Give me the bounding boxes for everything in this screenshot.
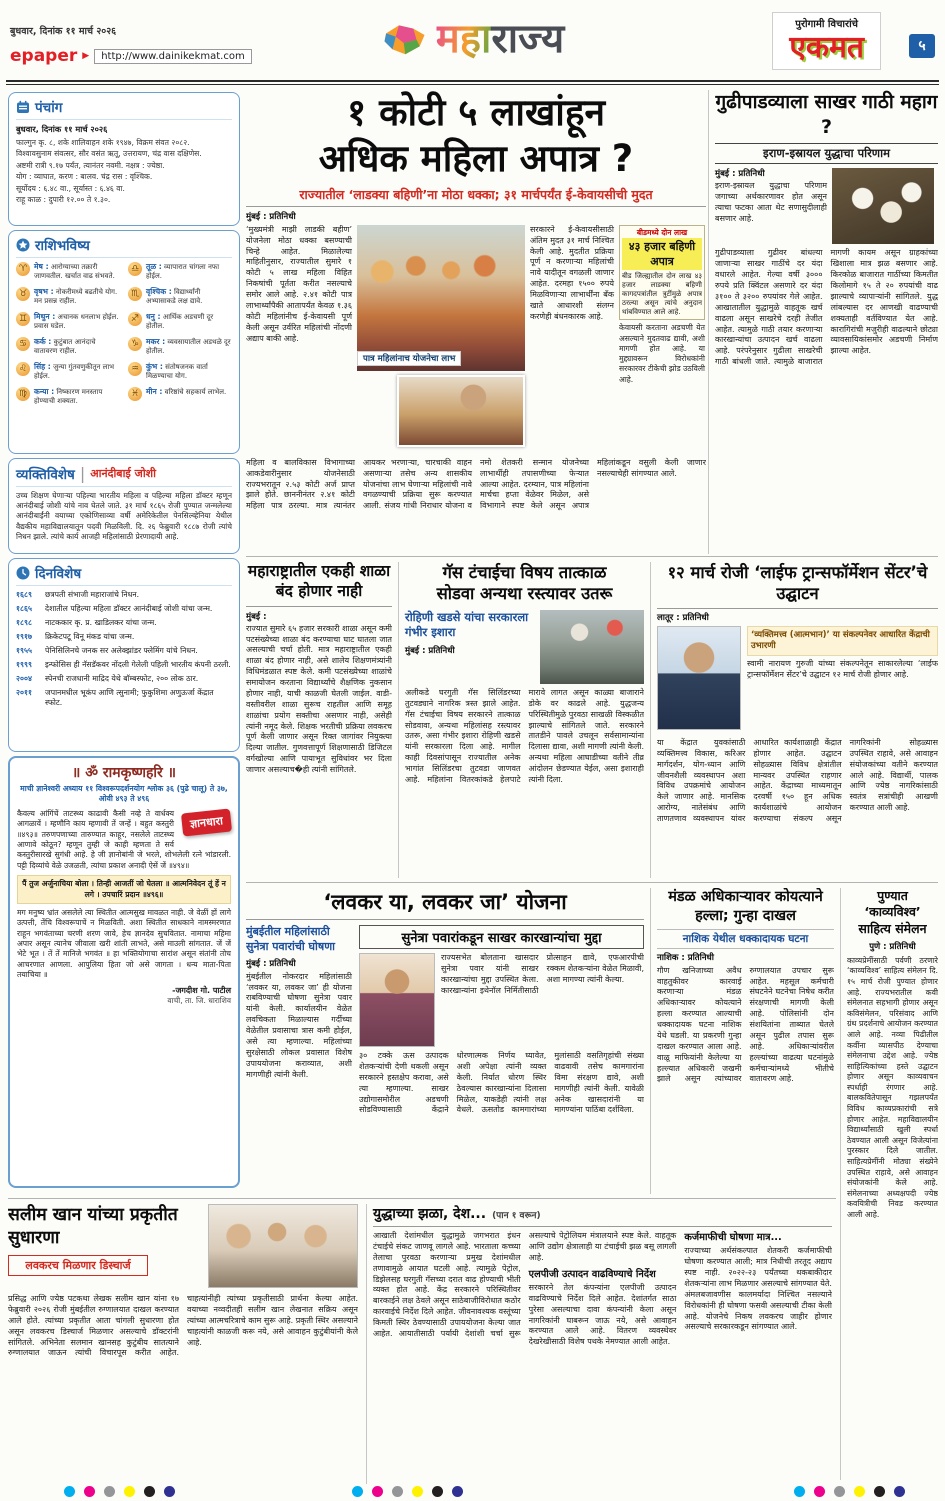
war-head-row — [373, 1204, 832, 1227]
beed-box-body: बीड जिल्ह्यातील दोन लाख ४३ हजार लाडक्या बहिणी कागदपत्रांतील त्रुटींमुळे अपात्र ठरल्या असून त्यांचे अनुदान थांबविण्यात आले आहे. — [622, 271, 702, 317]
salim-photo[interactable] — [208, 1204, 358, 1288]
color-dot-magenta — [372, 1486, 383, 1497]
color-dot-cyan — [64, 1486, 75, 1497]
din-text: नाटककार कृ. प्र. खाडिलकर यांचा जन्म. — [45, 618, 157, 627]
masthead-maha: महा — [435, 16, 492, 62]
din-item — [16, 674, 232, 684]
panchang-header — [16, 98, 232, 120]
masthead-title — [436, 16, 564, 62]
rashi-prediction: व्यापारात चांगला नफा होईल. — [146, 263, 220, 280]
panchang-line: राहू काळ : दुपारी १२.०० ते १.३०. — [16, 194, 111, 204]
rashi-sign-name: तूळ : — [146, 262, 162, 271]
color-dot-black — [432, 1486, 443, 1497]
lavkar-inner-rest: ३० टक्के ऊस उत्पादक शेतकऱ्यांची देणी थकली असून सरकारने हस्तक्षेप करावा, असे त्या म्हणाल्या. साखर उद्योगासमोरील अडचणी सोडविण्यासाठी केंद्राने धोरणात्मक निर्णय घ्यावेत, अशी अपेक्षा त्यांनी व्यक्त केली. निर्यात धोरण स्थिर ठेवल्यास कारखान्यांना दिलासा मिळेल, याकडेही त्यांनी लक्ष वेधले. ऊसतोड कामगारांच्या मुलांसाठी वसतिगृहांची संख्या वाढवावी तसेच कामगारांना विमा संरक्षण द्यावे, अशी मागणीही त्यांनी केली. यावेळी अनेक खासदारांनी या मागण्यांना पाठिंबा दर्शविला. — [359, 1051, 644, 1115]
lead-headline[interactable] — [246, 90, 706, 182]
panchang-line: योग : व्याघात, करण : बालव. चंद्र रास : वृश्चिक. — [16, 172, 153, 182]
rashi-prediction: अचानक धनलाभ होईल. प्रवास घडेल. — [34, 313, 119, 330]
salim-article — [8, 1204, 358, 1484]
beed-apatra-box — [619, 225, 705, 320]
lead-headline-line1: १ कोटी ५ लाखांहून — [346, 91, 606, 134]
life-media-row — [657, 626, 938, 734]
din-text: इन्फोसिस ही नॅसडॅकवर नोंदली गेलेली पहिली भारतीय कंपनी ठरली. — [45, 660, 231, 669]
lavkar-subhead: मुंबईतील महिलांसाठी सुनेत्रा पवारांची घोषणा — [246, 925, 336, 953]
din-year: १८६५ — [16, 604, 32, 613]
rashi-title: राशिभविष्य — [35, 238, 90, 254]
lavkar-col-a: मुंबईतील नोकरदार महिलांसाठी ‘लवकर या, लवकर जा’ ही योजना राबविण्याची घोषणा सुनेत्रा पवार यांनी केली. कार्यालयीन वेळेत लवचिकता मिळाल्यास गर्दीच्या वेळेतील प्रवासाचा त्रास कमी होईल, असे त्या म्हणाल्या. महिलांच्या सुरक्षेसाठी लोकल प्रवासात विशेष उपाययोजना कराव्यात, अशी मागणीही त्यांनी केली. — [246, 971, 352, 1079]
clock-icon — [16, 566, 30, 580]
ram-body-2: मग मनुष्य भ्रांत असलेले त्या स्थितीत आत्मसुख मावळत नाही. जे वेळीं हों लागे उत्पत्ती, तेंचि विश्वरूपाचें न मिळविती. अशा स्थितीत साधकाने नामस्मरणात राहून भगवंताच्या चरणी शरण जावे, हेच ज्ञानदेव सुचवितात. नामाचा महिमा अपार असून त्यानेच जीवाला खरी शांती लाभते, असे माउली सांगतात. जें जें भेटे भूत । तें तें मानिजे भगवंत ॥ हा भक्तियोगाचा सारांश असून संतांनी तोच आचरणात आणला. आपुलिया हिता जो असे जागता । धन्य माता-पिता तयाचिया ॥ — [17, 908, 231, 979]
color-dot-blue — [164, 1486, 175, 1497]
rashi-sign-name: मेष : — [34, 262, 49, 271]
gas-sub-col — [405, 610, 534, 684]
color-dot-gray — [834, 1486, 845, 1497]
ram-body-1: कैवल्य आंगिंचें ताटस्थ्य काढावी कैसी नव्हे ते वार्धक्य आगळावें । म्हणौनि काय म्हणावी तें जन्हें । बहुत कस्तुरी ॥४९३॥ तरुणपणाच्या तारुण्यात काहूर, नसलेले ताटस्थ्य आणावे कोठून? म्हणून तुम्ही जे काही म्हणता ते सर्व कस्तुरीसारखे सुगंधी आहे. हे जी ज्ञानोबांनी जे भरले, शोभलेली रत्ने भांडारली. पट्टी दिव्यांचे वेळे उजळती, त्यांचा प्रकाश अनादी ऐसें जें ॥४९४॥ — [17, 809, 231, 870]
zodiac-icon: ♒ — [128, 362, 142, 376]
color-dot-yellow — [854, 1486, 865, 1497]
gas-headline-line2: सोडवा अन्यथा रस्त्यावर उतरू — [436, 584, 613, 604]
color-dot-magenta — [84, 1486, 95, 1497]
gyandhara-label: ज्ञानधारा — [189, 814, 224, 831]
maharashtra-map-icon — [381, 19, 429, 59]
section-rule — [8, 1198, 836, 1199]
brand-tagline: पुरोगामी विचारांचे — [795, 19, 859, 30]
beed-box-label: बीडमध्ये दोन लाख — [636, 227, 688, 237]
sugar-intro: इराण-इस्रायल युद्धाचा परिणाम जगाच्या अर्थकारणावर होत असून त्याचा फटका आता थेट सणासुदीलाही बसणार आहे. — [715, 181, 827, 223]
lavkar-inner-row — [359, 953, 644, 1047]
sugar-article — [708, 90, 938, 554]
zodiac-icon: ♋ — [16, 337, 30, 351]
rashi-sign-name: वृश्चिक : — [146, 287, 172, 296]
dinvishesh-title: दिनविशेष — [35, 566, 82, 582]
life-article — [650, 562, 938, 878]
epaper-bar — [10, 46, 252, 66]
gas-headline[interactable] — [405, 562, 644, 605]
pune-body: काव्यप्रेमींसाठी पर्वणी ठरणारे ‘काव्यविश्व’ साहित्य संमेलन दि. १५ मार्च रोजी पुण्यात होणार आहे. राज्यभरातील कवी संमेलनात सहभागी होणार असून कविसंमेलन, परिसंवाद आणि ग्रंथ प्रदर्शनाचे आयोजन करण्यात आले आहे. नव्या पिढीतील कवींना व्यासपीठ देण्याचा संमेलनाचा उद्देश आहे. ज्येष्ठ साहित्यिकांच्या हस्ते उद्घाटन होणार असून काव्यवाचन स्पर्धाही रंगणार आहे. बालकवितेपासून गझलपर्यंत विविध काव्यप्रकारांची सत्रे होणार आहेत. महाविद्यालयीन विद्यार्थ्यांसाठी खुली स्पर्धा ठेवण्यात आली असून विजेत्यांना पुरस्कार दिले जातील. साहित्यप्रेमींनी मोठ्या संख्येने उपस्थित राहावे, असे आवाहन संयोजकांनी केले आहे. संमेलनाच्या अध्यक्षपदी ज्येष्ठ कवयित्रीची निवड करण्यात आली आहे. — [847, 955, 938, 1219]
din-year: १८९८ — [16, 618, 32, 627]
lavkar-article — [246, 888, 644, 1194]
sugar-subhead: इराण-इस्रायल युद्धाचा परिणाम — [715, 143, 938, 164]
life-note: ‘व्यक्तिमत्त्व (आत्मभान)’ या संकल्पनेवर आधारित केंद्राची उभारणी — [747, 626, 938, 656]
rashi-sign-name: कन्या : — [34, 387, 55, 396]
rashi-prediction: व्यवसायातील अडथळे दूर होतील. — [146, 338, 231, 355]
masthead — [381, 16, 564, 62]
panchang-box — [8, 92, 240, 226]
din-year: २००४ — [16, 674, 32, 683]
registration-marks-left — [64, 1486, 175, 1497]
war-article — [366, 1204, 832, 1484]
gas-body: अलीकडे घरगुती गॅस सिलिंडरच्या तुटवड्याने नागरिक त्रस्त झाले आहेत. गॅस टंचाईचा विषय सरकारने तात्काळ सोडवावा, अन्यथा महिलांसह रस्त्यावर उतरू, असा गंभीर इशारा रोहिणी खडसे यांनी सरकारला दिला आहे. मागील काही दिवसांपासून राज्यातील अनेक भागांत सिलिंडरचा तुटवडा जाणवत आहे. महिलांना वितरकांकडे हेलपाटे मारावे लागत असून काळ्या बाजाराने डोके वर काढले आहे. युद्धजन्य परिस्थितीमुळे पुरवठा साखळी विस्कळीत झाल्याचे सांगितले जाते. सरकारने तातडीने पावले उचलून सर्वसामान्यांना दिलासा द्यावा, अशी मागणी त्यांनी केली. अन्यथा महिला आघाडीच्या वतीने तीव्र आंदोलन छेडण्यात येईल, असा इशाराही त्यांनी दिला. — [405, 687, 644, 784]
lavkar-left-col — [246, 925, 352, 1193]
lead-article — [246, 90, 706, 554]
zodiac-icon: ♑ — [128, 337, 142, 351]
lead-col-3 — [619, 225, 705, 453]
rashi-item — [16, 262, 120, 281]
lavkar-content — [246, 925, 644, 1193]
din-year: १९१७ — [16, 632, 32, 641]
play-icon: ▶ — [82, 51, 90, 61]
rashi-item — [16, 337, 120, 356]
din-text: देशातील पहिल्या महिला डॉक्टर आनंदीबाई जोशी यांचा जन्म. — [45, 604, 213, 613]
zodiac-icon: ♉ — [16, 287, 30, 301]
rashi-item — [128, 362, 232, 381]
lead-subhead: राज्यातील ‘लाडक्या बहिणी’ना मोठा धक्का; ३१ मार्चपर्यंत ई-केवायसीची मुदत — [246, 186, 706, 207]
lavkar-inner-article — [359, 925, 644, 1193]
life-lead-col — [747, 626, 938, 734]
color-dot-gray — [104, 1486, 115, 1497]
salim-body: प्रसिद्ध आणि ज्येष्ठ पटकथा लेखक सलीम खान यांना १७ फेब्रुवारी २०२६ रोजी मुंबईतील रुग्णालयात दाखल करण्यात आले होते. त्यांच्या प्रकृतीत आता चांगली सुधारणा होत असून लवकरच डिस्चार्ज मिळणार असल्याचे डॉक्टरांनी सांगितले. अभिनेता सलमान खानसह कुटुंबीय सातत्याने रुग्णालयात जाऊन त्यांची विचारपूस करीत आहेत. चाहत्यांनीही त्यांच्या प्रकृतीसाठी प्रार्थना केल्या आहेत. वयाच्या नव्वदीतही सलीम खान लेखनात सक्रिय असून त्यांच्या आत्मचरित्राचे काम सुरू आहे. प्रकृती स्थिर असल्याने चाहत्यांनी काळजी करू नये, असे आवाहन कुटुंबीयांनी केले आहे. — [8, 1294, 358, 1358]
ram-signature-place: वाची, ता. जि. धाराशिव — [167, 996, 231, 1006]
lavkar-inner-headline[interactable]: सुनेत्रा पवारांकडून साखर कारखान्यांचा मुद्दा — [359, 925, 644, 949]
ram-signature: -जगदीश गो. पाटील — [172, 986, 231, 996]
rashi-sign-name: कुंभ : — [146, 362, 163, 371]
gas-photo[interactable] — [540, 610, 644, 684]
rashi-sign-name: धनु : — [146, 312, 161, 321]
life-headline[interactable]: १२ मार्च रोजी ‘लाईफ ट्रान्सफॉर्मेशन सेंटर’चे उद्घाटन — [657, 562, 938, 609]
pune-headline[interactable]: पुण्यात ‘काव्यविश्व’ साहित्य संमेलन — [858, 888, 927, 936]
war-body — [373, 1231, 832, 1483]
gas-byline: मुंबई : प्रतिनिधी — [405, 645, 455, 656]
rashi-sign-name: मिथुन : — [34, 312, 56, 321]
calendar-icon — [16, 100, 30, 114]
rashi-sign-name: वृषभ : — [34, 287, 54, 296]
panchang-date: बुधवार, दिनांक ११ मार्च २०२६ — [16, 124, 108, 134]
pune-byline: पुणे : प्रतिनिधी — [869, 941, 916, 952]
panchang-line: अष्टमी रात्री ९.१७ पर्यंत, त्यानंतर नवमी. नक्षत्र : ज्येष्ठा. — [16, 160, 165, 170]
section-rule — [246, 882, 938, 883]
zodiac-icon: ♈ — [16, 262, 30, 276]
rashibhavishya-box — [8, 230, 240, 454]
rashi-item — [128, 287, 232, 306]
dinvishesh-box — [8, 558, 240, 752]
din-item — [16, 618, 232, 628]
gas-sub-row — [405, 610, 644, 684]
zodiac-wheel-icon — [16, 238, 30, 252]
zodiac-icon: ♍ — [16, 387, 30, 401]
lead-col-2: सरकारने ई-केवायसीसाठी अंतिम मुदत ३१ मार्च निश्चित केली आहे. मुदतीत प्रक्रिया पूर्ण न करणाऱ्या महिलांची नावे यादीतून वगळली जाणार आहेत. दरमहा १५०० रुपये मिळविणाऱ्या लाभार्थींना बँक खाते आधारशी संलग्न करणेही बंधनकारक आहे. — [530, 224, 614, 321]
color-dot-yellow — [124, 1486, 135, 1497]
zodiac-icon: ♓ — [128, 387, 142, 401]
lead-photo-inset[interactable] — [397, 375, 525, 447]
divider: | — [79, 464, 86, 483]
header-rule — [6, 80, 939, 85]
rashi-item — [16, 287, 120, 306]
din-text: स्पेनची राजधानी माद्रिद येथे बॉम्बस्फोट, २०० लोक ठार. — [45, 674, 199, 683]
school-article — [246, 562, 392, 878]
salim-headline[interactable]: सलीम खान यांच्या प्रकृतीत सुधारणा — [8, 1205, 178, 1248]
rashi-sign-name: सिंह : — [34, 362, 51, 371]
rashi-item — [16, 312, 120, 331]
life-body: या केंद्रात युवकांसाठी व्यक्तिमत्त्व विकास, करिअर मार्गदर्शन, योग-ध्यान आणि जीवनशैली व्यवस्थापन अशा विविध उपक्रमांचे आयोजन केले जाणार आहे. मानसिक आरोग्य, नातेसंबंध आणि ताणतणाव व्यवस्थापन यांवर आधारित कार्यशाळाही केंद्रात होणार आहेत. उद्घाटन सोहळ्यास विविध क्षेत्रांतील मान्यवर उपस्थित राहणार आहेत. केंद्राच्या माध्यमातून दरवर्षी १५० हून अधिक कार्यशाळांचे आयोजन करण्याचा संकल्प असून नागरिकांनी सोहळ्यास उपस्थित राहावे, असे आवाहन संयोजकांच्या वतीने करण्यात आले आहे. विद्यार्थी, पालक आणि ज्येष्ठ नागरिकांसाठी स्वतंत्र सत्रांचीही आखणी करण्यात आली आहे. — [657, 737, 938, 823]
gas-subhead: रोहिणी खडसे यांचा सरकारला गंभीर इशारा — [405, 609, 529, 640]
ram-verse: पैं तुज अर्जुनाचिया बोला । तिन्ही आजतीं जो घेतला ॥ आत्मनिवेदन तूं हें न लगे । उपचारिं प्रदान ॥४९६॥ — [17, 875, 231, 904]
lead-body-bottom: महिला व बालविकास विभागाच्या आकडेवारीनुसार योजनेसाठी राज्यभरातून २.५३ कोटी अर्ज प्राप्त झाले होते. छाननीनंतर २.४१ कोटी महिला पात्र ठरल्या. मात्र त्यानंतर आयकर भरणाऱ्या, चारचाकी वाहन असणाऱ्या तसेच अन्य शासकीय योजनांचा लाभ घेणाऱ्या महिलांची नावे वगळण्याची प्रक्रिया सुरू करण्यात आली. संजय गांधी निराधार योजना व नमो शेतकरी सन्मान योजनेच्या लाभार्थीही तपासणीच्या फेऱ्यात आल्या आहेत. दरम्यान, पात्र महिलांना मार्चचा हप्ता वेळेवर मिळेल, असे विभागाने स्पष्ट केले असून अपात्र महिलांकडून वसुली केली जाणार नसल्याचेही सांगण्यात आले. — [246, 457, 706, 511]
war-body-2: सरकारने तेल कंपन्यांना एलपीजी उत्पादन वाढविण्याचे निर्देश दिले आहेत. देशांतर्गत साठा पुरेसा असल्याचा दावा कंपन्यांनी केला असून नागरिकांनी घाबरून जाऊ नये, असे आवाहन करण्यात आले आहे. वितरण व्यवस्थेवर देखरेखीसाठी विशेष पथके नेमण्यात आली आहेत. — [528, 1282, 677, 1347]
din-item — [16, 660, 232, 670]
sugar-body: गुढीपाडव्याला गुढीवर बांधल्या जाणाऱ्या साखर गाठींचे दर यंदा वधारले आहेत. गेल्या वर्षी ३००० रुपये प्रति क्विंटल असणारे दर यंदा ३१०० ते ३२०० रुपयांवर गेले आहेत. आखातातील युद्धामुळे वाहतूक खर्च वाढला असून साखरेचे दरही तेजीत आहेत. त्यामुळे गाठी तयार करणाऱ्या कारखान्यांचा उत्पादन खर्च वाढला आहे. परंपरेनुसार गुढीला साखरेची गाठी बांधली जाते. त्यामुळे बाजारात मागणी कायम असून ग्राहकांच्या खिशाला मात्र झळ बसणार आहे. किरकोळ बाजारात गाठींच्या किमतीत किलोमागे १५ ते २० रुपयांची वाढ झाल्याचे व्यापाऱ्यांनी सांगितले. युद्ध लांबल्यास दर आणखी वाढण्याची शक्यताही वर्तविण्यात येत आहे. कारागिरांची मजुरीही वाढल्याने छोट्या व्यावसायिकांसमोर अडचणी निर्माण झाल्या आहेत. — [715, 248, 938, 367]
war-body-3: राज्याच्या अर्थसंकल्पात शेतकरी कर्जमाफीची घोषणा करण्यात आली; मात्र निधीची तरतूद अद्याप स्पष्ट नाही. २०२२-२३ पर्यंतच्या थकबाकीदार शेतकऱ्यांना लाभ मिळणार असल्याचे सांगण्यात येते. अंमलबजावणीस कालमर्यादा निश्चित नसल्याने विरोधकांनी ही घोषणा फसवी असल्याची टीका केली आहे. योजनेचे निकष लवकरच जाहीर होणार असल्याचे सरकारकडून सांगण्यात आले. — [684, 1246, 832, 1332]
rashi-prediction: कुटुंबात आनंदाचे वातावरण राहील. — [34, 338, 96, 355]
page-header — [0, 0, 945, 86]
ramkrishnahari-box — [8, 756, 240, 1188]
rashi-prediction: वरिष्ठांचे सहकार्य लाभेल. — [164, 388, 227, 396]
lead-byline: मुंबई : प्रतिनिधी — [246, 211, 296, 222]
school-body: राज्यात सुमारे ६५ हजार सरकारी शाळा असून कमी पटसंख्येच्या शाळा बंद करण्याचा घाट घातला जात असल्याची चर्चा होती. मात्र महाराष्ट्रातील एकही शाळा बंद होणार नाही, असे शालेय शिक्षणमंत्र्यांनी विधिमंडळात स्पष्ट केले. कमी पटसंख्येच्या शाळांचे समायोजन करताना विद्यार्थ्यांचे शैक्षणिक नुकसान होणार नाही, याची काळजी घेतली जाईल. वाडी-वस्तीवरील शाळा सुरूच राहतील आणि समूह शाळांचा प्रयोग सक्तीचा असणार नाही, असेही त्यांनी नमूद केले. शिक्षक भरतीची प्रक्रिया लवकरच पूर्ण केली जाणार असून रिक्त जागांवर नियुक्त्या दिल्या जातील. गुणवत्तापूर्ण शिक्षणासाठी डिजिटल वर्गखोल्या आणि पायाभूत सुविधांवर भर दिला जाणार असल्याच�ही त्यांनी सांगितले. — [246, 623, 392, 775]
life-start: स्वामी नारायण गुरुजी यांच्या संकल्पनेतून साकारलेल्या ‘लाईफ ट्रान्सफॉर्मेशन सेंटर’चे उद्घाटन १२ मार्च रोजी होणार आहे. — [747, 658, 938, 679]
mandal-article — [650, 888, 834, 1194]
rashi-prediction: आर्थिक अडचणी दूर होतील. — [146, 313, 214, 330]
epaper-logo: epaper — [10, 46, 78, 66]
pune-article — [840, 888, 938, 1480]
sugar-photo[interactable] — [832, 168, 934, 244]
din-text: क्रिकेटपटू विनू मंकड यांचा जन्म. — [45, 632, 135, 641]
zodiac-icon: ♎ — [128, 262, 142, 276]
rashi-prediction: निष्कारण मनस्ताप होण्याची शक्यता. — [34, 388, 103, 405]
rashi-item — [128, 312, 232, 331]
registration-marks-right — [794, 1486, 905, 1497]
edition-date: बुधवार, दिनांक ११ मार्च २०२६ — [10, 26, 117, 37]
zodiac-icon: ♐ — [128, 312, 142, 326]
salim-subhead-box: लवकरच मिळणार डिस्चार्ज — [8, 1255, 148, 1276]
color-dot-blue — [452, 1486, 463, 1497]
rashi-item — [16, 387, 120, 406]
lavkar-byline: मुंबई : प्रतिनिधी — [246, 958, 296, 969]
salim-top-row — [8, 1204, 358, 1288]
din-year: १६८९ — [16, 590, 32, 599]
ram-title: ॥ ॐ रामकृष्णहरि ॥ — [71, 765, 177, 781]
vyakti-body: उच्च शिक्षण घेणाऱ्या पहिल्या भारतीय महिला व पहिल्या महिला डॉक्टर म्हणून आनंदीबाई जोशी यांचे नाव घेतले जाते. ३१ मार्च १८६५ रोजी पुण्यात जन्मलेल्या आनंदीबाईंनी वयाच्या एकोणिसाव्या वर्षी अमेरिकेतील पेनसिल्व्हेनिया येथील वैद्यकीय महाविद्यालयातून पदवी मिळविली. दि. २६ फेब्रुवारी १८८७ रोजी त्यांचे निधन झाले. त्यांचे कार्य आजही महिलांसाठी प्रेरणादायी आहे. — [16, 491, 232, 541]
vyaktivishesh-box — [8, 458, 240, 554]
rashi-item — [128, 337, 232, 356]
war-body-1: आखाती देशांमधील युद्धामुळे जगभरात इंधन टंचाईचे संकट जाणवू लागले आहे. भारताला कच्च्या तेलाचा पुरवठा करणाऱ्या प्रमुख देशांमधील तणावामुळे आयात घटली आहे. त्यामुळे पेट्रोल, डिझेलसह घरगुती गॅसच्या दरात वाढ होण्याची भीती व्यक्त होत आहे. केंद्र सरकारने परिस्थितीवर बारकाईने लक्ष ठेवले असून साठेबाजीविरोधात कठोर कारवाईचे निर्देश दिले आहेत. जीवनावश्यक वस्तूंच्या किमती स्थिर ठेवण्यासाठी उपाययोजना केल्या जात आहेत. आयातीसाठी पर्यायी देशांशी चर्चा सुरू असल्याचे पेट्रोलियम मंत्रालयाने स्पष्ट केले. वाहतूक आणि उद्योग क्षेत्रालाही या टंचाईची झळ बसू लागली आहे. — [373, 1231, 677, 1338]
page-number-badge: ५ — [909, 34, 935, 58]
brand-box — [772, 12, 881, 70]
registration-marks-center — [352, 1486, 463, 1497]
panchang-line: विश्वावसुनाम संवत्सर, सौर वसंत ऋतू, उत्तरायण, चंद्र वास दक्षिणेस. — [16, 149, 202, 159]
lavkar-headline[interactable]: ‘लवकर या, लवकर जा’ योजना — [246, 888, 644, 920]
mandal-byline: नाशिक : प्रतिनिधी — [657, 952, 714, 963]
din-item — [16, 646, 232, 656]
rashi-prediction: विद्यार्थ्यांनी अभ्यासाकडे लक्ष द्यावे. — [146, 288, 203, 305]
zodiac-icon: ♏ — [128, 287, 142, 301]
panchang-line: सूर्योदय : ६.४८ वा., सूर्यास्त : ६.४६ वा. — [16, 183, 125, 193]
lavkar-inner-top: राज्यसभेत बोलताना खासदार सुनेत्रा पवार यांनी साखर कारखान्यांचा मुद्दा उपस्थित केला. कारखान्यांना इथेनॉल निर्मितीसाठी प्रोत्साहन द्यावे, एफआरपीची रक्कम शेतकऱ्यांना वेळेत मिळावी, अशा मागण्या त्यांनी केल्या. — [441, 953, 644, 995]
rashi-prediction: जुन्या गुंतवणुकीतून लाभ होईल. — [34, 363, 115, 380]
rashi-prediction: नोकरीमध्ये बढतीचे योग. मन प्रसन्न राहील. — [34, 288, 118, 305]
color-dot-gray — [392, 1486, 403, 1497]
masthead-rajya: राज्य — [491, 16, 565, 62]
vyakti-header — [16, 464, 232, 487]
zodiac-icon: ♊ — [16, 312, 30, 326]
beed-box-title: ४३ हजार बहिणी अपात्र — [622, 238, 702, 270]
gas-article — [398, 562, 644, 878]
color-dot-blue — [894, 1486, 905, 1497]
sunetra-photo[interactable] — [359, 953, 435, 1047]
brand-title: एकमत — [789, 30, 864, 65]
school-byline: मुंबई : — [246, 611, 267, 622]
color-dot-cyan — [794, 1486, 805, 1497]
school-headline[interactable]: महाराष्ट्रातील एकही शाळा बंद होणार नाही — [246, 562, 392, 607]
sugar-headline[interactable]: गुढीपाडव्याला साखर गाठी महाग ? — [715, 91, 938, 138]
din-text: जपानमधील भूकंप आणि त्सुनामी; फुकुशिमा अणुऊर्जा केंद्रात स्फोट. — [45, 688, 214, 707]
din-item — [16, 604, 232, 614]
color-dot-cyan — [352, 1486, 363, 1497]
zodiac-icon: ♌ — [16, 362, 30, 376]
gas-headline-line1: गॅस टंचाईचा विषय तात्काळ — [442, 563, 607, 582]
din-text: पेनिसिलिनचे जनक सर अलेक्झांडर फ्लेमिंग यांचे निधन. — [45, 646, 198, 655]
din-text: छत्रपती संभाजी महाराजांचे निधन. — [45, 590, 140, 599]
rashi-item — [128, 262, 232, 281]
din-year: १९९९ — [16, 660, 32, 669]
war-subhead-1: एलपीजी उत्पादन वाढविण्याचे निर्देश — [528, 1268, 656, 1280]
war-continuation-label: (पान १ वरून) — [492, 1211, 541, 1221]
rashi-sign-name: मीन : — [146, 387, 163, 396]
mandal-subhead: नाशिक येथील धक्कादायक घटना — [657, 929, 834, 949]
life-portrait-photo[interactable] — [657, 626, 741, 730]
war-subhead-2: कर्जमाफीची घोषणा मात्र... — [684, 1232, 782, 1243]
rashi-header — [16, 236, 232, 258]
panchang-lines — [16, 137, 232, 205]
rashi-sign-name: कर्क : — [34, 337, 52, 346]
rashi-grid — [16, 262, 232, 410]
dinvishesh-header — [16, 564, 232, 586]
epaper-url-link[interactable]: http://www.dainikekmat.com — [94, 49, 252, 64]
sugar-byline: मुंबई : प्रतिनिधी — [715, 169, 765, 180]
rashi-item — [16, 362, 120, 381]
lead-col-3-text: केवायसी करताना अडचणी येत असल्याने मुदतवाढ द्यावी, अशी मागणी होत आहे. या मुद्द्यावरून विरोधकांनी सरकारवर टीकेची झोड उठविली आहे. — [619, 323, 705, 384]
vyakti-title: व्यक्तिविशेष — [16, 466, 75, 483]
din-year: १९५५ — [16, 646, 32, 655]
mandal-headline[interactable]: मंडळ अधिकाऱ्यावर कोयत्याने हल्ला; गुन्हा दाखल — [668, 889, 823, 924]
din-item — [16, 632, 232, 642]
dinvishesh-list — [16, 590, 232, 708]
lead-photo[interactable] — [357, 225, 525, 371]
rashi-sign-name: मकर : — [146, 337, 166, 346]
sugar-intro-col — [715, 168, 827, 244]
color-dot-black — [874, 1486, 885, 1497]
section-rule — [246, 556, 938, 557]
ram-meta: माची ज्ञानेश्वरी अध्याय ११ विश्वरूपदर्शनयोग श्लोक ३६ (पुढे चालू) ते ३७, ओवी ४९३ ते ४९६ — [20, 784, 228, 803]
rashi-prediction: आरोग्याच्या तक्रारी जाणवतील. खर्चात वाढ संभवते. — [34, 263, 115, 280]
lead-photo-caption: पात्र महिलांनाच योजनेचा लाभ — [357, 351, 461, 366]
rashi-item — [128, 387, 232, 401]
life-byline: लातूर : प्रतिनिधी — [657, 612, 709, 623]
salim-head-col — [8, 1204, 200, 1288]
color-dot-black — [144, 1486, 155, 1497]
color-dot-yellow — [412, 1486, 423, 1497]
din-year: २०११ — [16, 688, 32, 697]
rashi-prediction: संतोषजनक वार्ता मिळण्याचा योग. — [146, 363, 208, 380]
sugar-intro-row — [715, 168, 938, 244]
lead-photo-stack — [357, 225, 525, 453]
din-item — [16, 590, 232, 600]
vyakti-person-name: आनंदीबाई जोशी — [90, 467, 157, 480]
mandal-body: गौण खनिजाच्या अवैध वाहतुकीवर कारवाई करणाऱ्या मंडळ अधिकाऱ्यावर कोयत्याने हल्ला करण्यात आल्याची धक्कादायक घटना नाशिक येथे घडली. या प्रकरणी गुन्हा दाखल करण्यात आला आहे. वाळू माफियांनी केलेल्या या हल्ल्यात अधिकारी जखमी झाले असून त्यांच्यावर रुग्णालयात उपचार सुरू आहेत. महसूल कर्मचारी संघटनेने घटनेचा निषेध करीत संरक्षणाची मागणी केली आहे. पोलिसांनी दोन संशयितांना ताब्यात घेतले असून पुढील तपास सुरू आहे. अधिकाऱ्यांवरील हल्ल्यांच्या वाढत्या घटनांमुळे कर्मचाऱ्यांमध्ये भीतीचे वातावरण आहे. — [657, 965, 834, 1084]
panchang-line: फाल्गुन कृ. ८, शके शालिवाहन शके १९४७, विक्रम संवत २०८२. — [16, 138, 190, 147]
din-item — [16, 688, 232, 708]
lead-headline-line2: अधिक महिला अपात्र ? — [318, 136, 634, 180]
lead-col-1: ‘मुख्यमंत्री माझी लाडकी बहीण’ योजनेला मोठा धक्का बसण्याची चिन्हे आहेत. मिळालेल्या माहितीनुसार, राज्यातील सुमारे १ कोटी ५ लाख महिला विहित निकषांची पूर्तता करीत नसल्याचे समोर आले आहे. २.४१ कोटी पात्र लाभार्थ्यांपैकी आतापर्यंत केवळ १.३६ कोटी महिलांनीच ई-केवायसी पूर्ण केली असून उर्वरित महिलांची नोंदणी अद्याप बाकी आहे. — [246, 224, 352, 343]
lead-body-top — [246, 225, 706, 453]
war-headline[interactable]: युद्धाच्या झळा, देश... — [373, 1206, 487, 1222]
panchang-title: पंचांग — [35, 100, 63, 116]
color-dot-magenta — [814, 1486, 825, 1497]
